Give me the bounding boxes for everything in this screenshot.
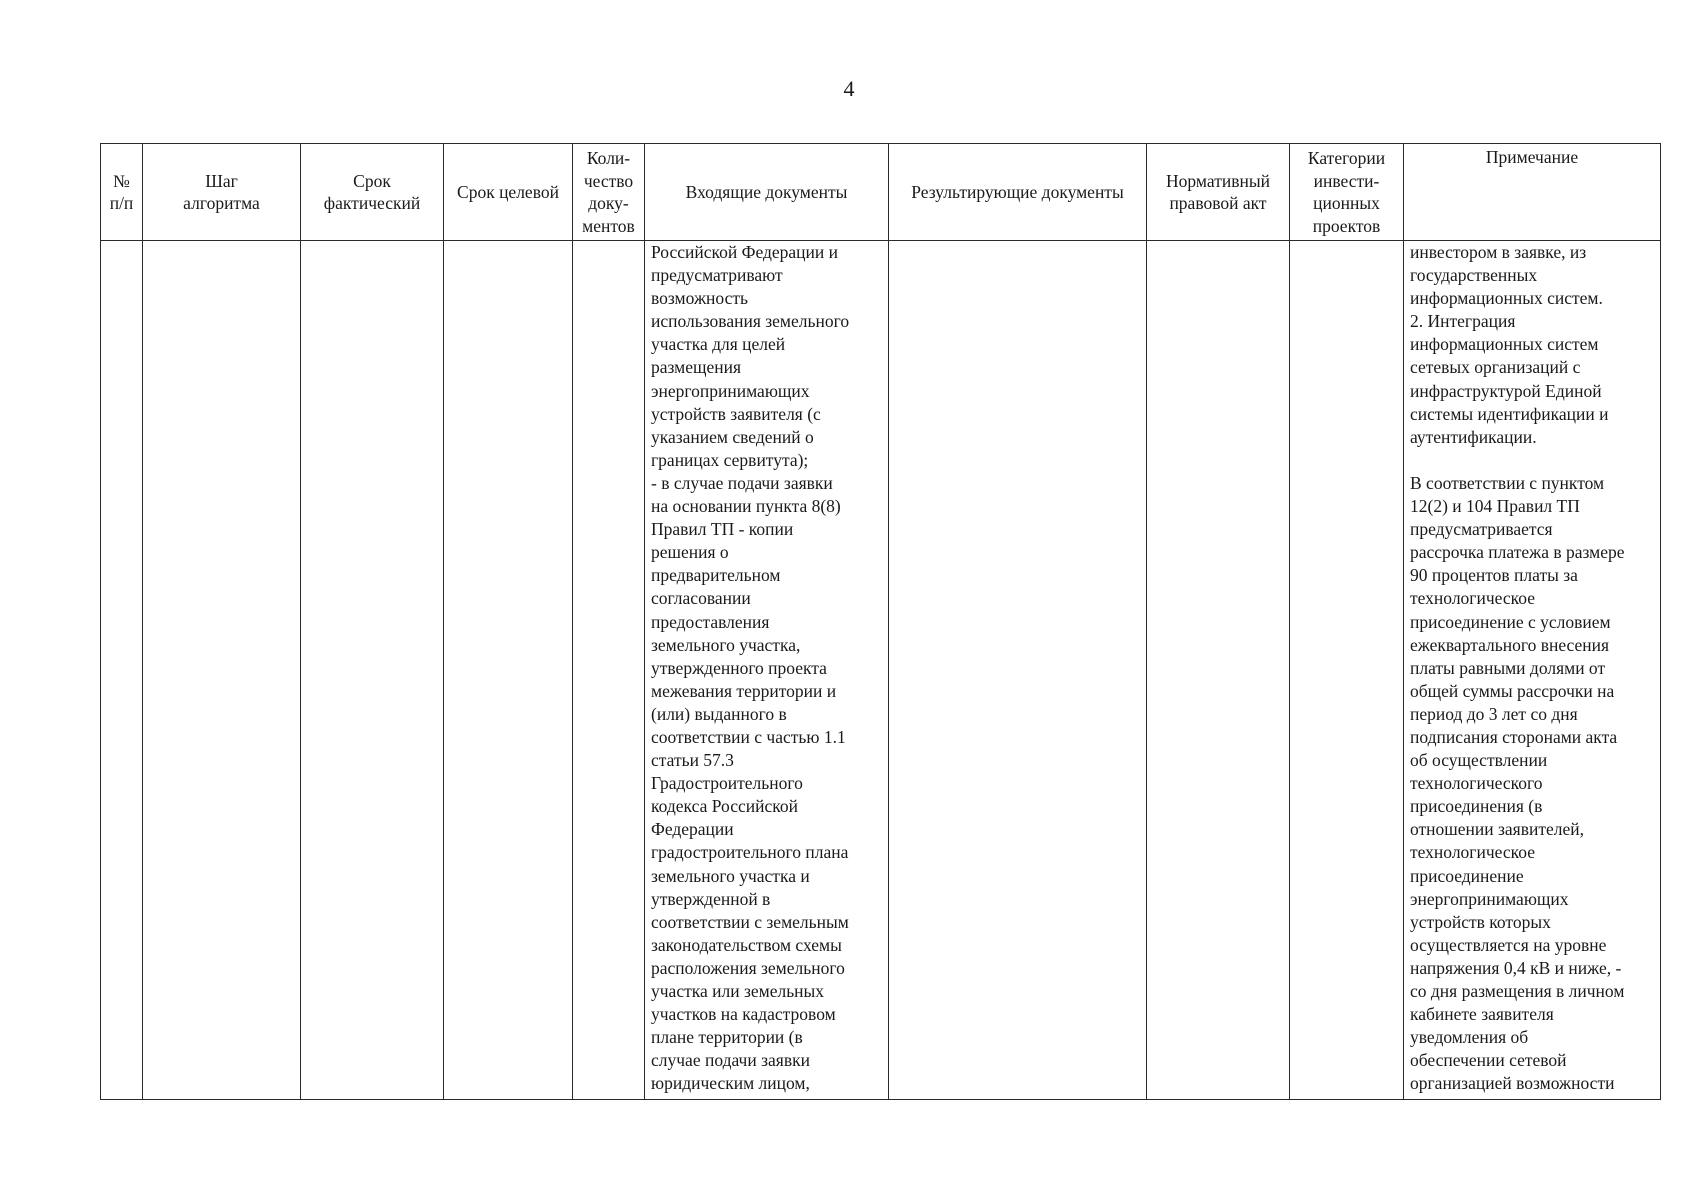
header-step: Шаг алгоритма: [143, 144, 301, 241]
header-note: Примечание: [1404, 144, 1661, 241]
header-legal-act: Нормативный правовой акт: [1147, 144, 1290, 241]
cell-actual-term: [301, 241, 444, 1100]
cell-target-term: [444, 241, 573, 1100]
header-actual-term: Срок фактический: [301, 144, 444, 241]
header-doc-count: Коли- чество доку- ментов: [573, 144, 645, 241]
table-row: [101, 241, 1661, 1100]
cell-categories: [1290, 241, 1404, 1100]
cell-step: [143, 241, 301, 1100]
header-categories: Категории инвести- ционных проектов: [1290, 144, 1404, 241]
header-target-term: Срок целевой: [444, 144, 573, 241]
table-header-row: [101, 144, 1661, 241]
cell-result-documents: [889, 241, 1147, 1100]
algorithm-table: [100, 143, 1661, 1100]
cell-number: [101, 241, 143, 1100]
header-result-documents: Результирующие документы: [889, 144, 1147, 241]
page-number: 4: [843, 76, 855, 101]
cell-note: инвестором в заявке, из государственных информационных систем. 2. Интеграция информационных систем сетевых организаций с инфраструктурой Единой системы идентификации и аутентификации. В соответствии с пунктом 12(2) и 104 Правил ТП предусматривается рассрочка платежа в размере 90 процентов платы за технологическое присоединение с условием ежеквартального внесения платы равными долями от общей суммы рассрочки на период до 3 лет со дня подписания сторонами акта об осуществлении технологического присоединения (в отношении заявителей, технологическое присоединение энергопринимающих устройств которых осуществляется на уровне напряжения 0,4 кВ и ниже, - со дня размещения в личном кабинете заявителя уведомления об обеспечении сетевой организацией возможности: [1404, 241, 1661, 1100]
header-incoming-documents: Входящие документы: [645, 144, 889, 241]
header-number: № п/п: [101, 144, 143, 241]
cell-doc-count: [573, 241, 645, 1100]
cell-incoming-documents: Российской Федерации и предусматривают возможность использования земельного участка для целей размещения энергопринимающих устройств заявителя (с указанием сведений о границах сервитута); - в случае подачи заявки на основании пункта 8(8) Правил ТП - копии решения о предварительном согласовании предоставления земельного участка, утвержденного проекта межевания территории и (или) выданного в соответствии с частью 1.1 статьи 57.3 Градостроительного кодекса Российской Федерации градостроительного плана земельного участка и утвержденной в соответствии с земельным законодательством схемы расположения земельного участка или земельных участков на кадастровом плане территории (в случае подачи заявки юридическим лицом,: [645, 241, 889, 1100]
cell-legal-act: [1147, 241, 1290, 1100]
